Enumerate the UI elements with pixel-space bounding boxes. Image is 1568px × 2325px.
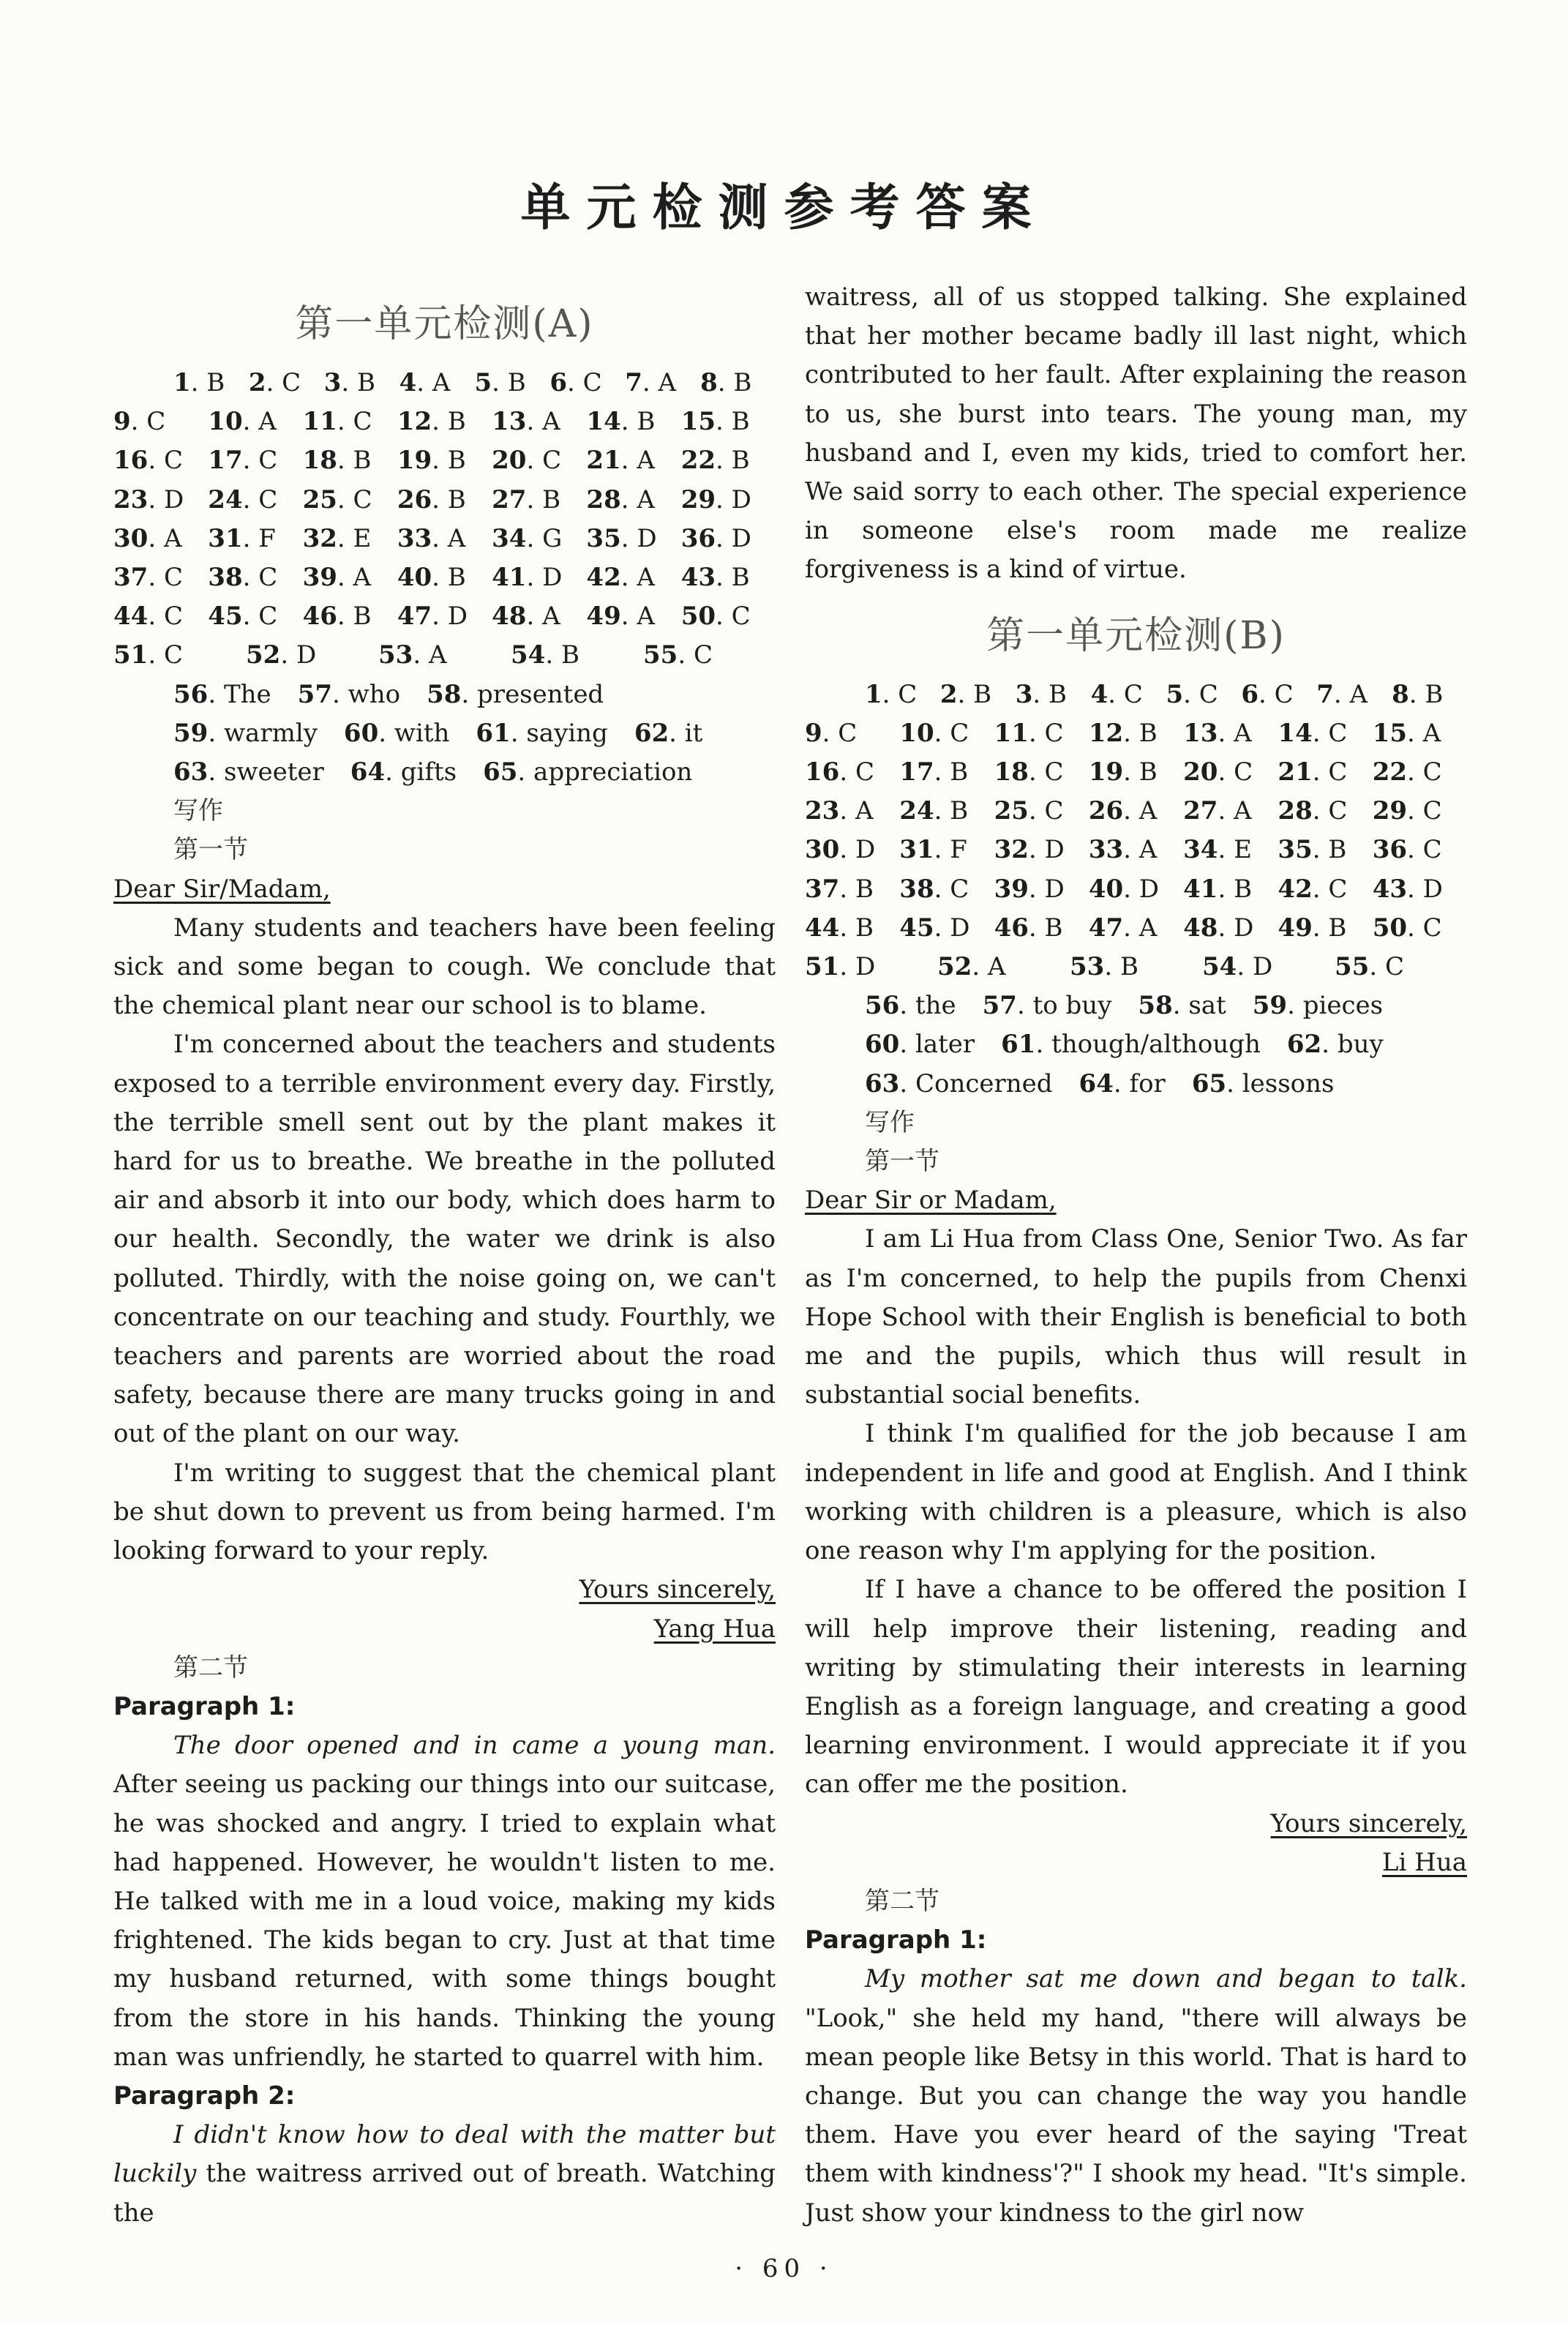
right-column xyxy=(805,278,1467,2233)
answer-item: 48. D xyxy=(1183,913,1254,943)
answer-item: 44. C xyxy=(113,602,183,632)
fill-answer: 57. who xyxy=(297,679,401,709)
answer-item: 10. C xyxy=(899,718,969,748)
answer-item: 16. C xyxy=(113,446,183,476)
answer-item: 42. C xyxy=(1278,874,1348,904)
answer-item: 52. A xyxy=(937,952,1006,982)
answer-item: 47. D xyxy=(397,602,468,632)
answer-item: 26. A xyxy=(1088,796,1158,826)
answer-item: 17. C xyxy=(208,446,278,476)
answer-item: 19. B xyxy=(397,446,466,476)
answer-item: 34. E xyxy=(1183,835,1252,865)
answer-item: 29. D xyxy=(680,484,751,514)
answer-item: 52. D xyxy=(246,640,317,670)
answer-row xyxy=(805,675,1467,714)
fill-answer: 56. The xyxy=(173,679,271,709)
answer-item: 26. B xyxy=(397,484,466,514)
answer-item: 3. B xyxy=(1015,679,1068,709)
answer-item: 6. C xyxy=(1241,679,1294,709)
answer-row xyxy=(113,636,776,675)
answer-row xyxy=(113,520,776,558)
answer-item: 21. A xyxy=(586,446,655,476)
fill-answer: 65. appreciation xyxy=(483,757,693,787)
fill-answer: 59. warmly xyxy=(173,718,318,748)
answer-item: 46. B xyxy=(994,913,1063,943)
answer-item: 36. D xyxy=(680,523,751,553)
paragraph2-text: I didn't know how to deal with the matter but luckily the waitress arrived out of breath. Watching the xyxy=(113,2120,776,2228)
answer-item: 3. B xyxy=(323,368,376,397)
page-number: · 60 · xyxy=(735,2254,833,2283)
answer-row xyxy=(113,558,776,597)
fill-answer: 65. lessons xyxy=(1191,1068,1335,1098)
letter-paragraph: I'm writing to suggest that the chemical plant be shut down to prevent us from being harmed. I'm looking forward to your reply. xyxy=(113,1458,776,1566)
letter-paragraph: I think I'm qualified for the job because I am independent in life and good at English. And I think working with children is a pleasure, which is also one reason why I'm applying for the position. xyxy=(805,1419,1467,1566)
answer-item: 17. B xyxy=(899,757,969,787)
answer-item: 28. C xyxy=(1278,796,1348,826)
answer-item: 35. D xyxy=(586,523,657,553)
test-b-fill-answers xyxy=(805,986,1467,1104)
test-a-fill-answers xyxy=(113,675,776,793)
answer-item: 8. B xyxy=(700,368,752,397)
answer-row xyxy=(805,714,1467,753)
fill-answer: 59. pieces xyxy=(1252,991,1384,1021)
answer-item: 21. C xyxy=(1278,757,1348,787)
paragraph1-label: Paragraph 1: xyxy=(113,1691,296,1721)
fill-answer: 64. for xyxy=(1079,1068,1166,1098)
answer-item: 18. C xyxy=(994,757,1064,787)
paragraph1-text: My mother sat me down and began to talk. "Look," she held my hand, "there will always be mean people like Betsy in this world. That is hard to change. But you can change the way you handle them. Have you ever heard of the saying 'Treat them with kindness'?" I shook my head. "It's simple. Just show your kindness to the girl now xyxy=(805,1964,1467,2228)
answer-item: 7. A xyxy=(1316,679,1368,709)
answer-item: 23. A xyxy=(805,796,874,826)
answer-item: 2. C xyxy=(248,368,301,397)
answer-item: 25. C xyxy=(994,796,1064,826)
writing-label: 写作 xyxy=(173,796,223,826)
answer-row xyxy=(805,831,1467,869)
answer-item: 18. B xyxy=(302,446,372,476)
letter-paragraph: I'm concerned about the teachers and students exposed to a terrible environment every day. Firstly, the terrible smell sent out by the plant makes it hard for us to breathe. We breathe in the polluted air and absorb it into our body, which does harm to our health. Secondly, the water we drink is also polluted. Thirdly, with the noise going on, we can't concentrate on our teaching and study. Fourthly, we teachers and parents are worried about the road safety, because there are many trucks going in and out of the plant on our way. xyxy=(113,1030,776,1449)
answer-item: 41. B xyxy=(1183,874,1253,904)
answer-item: 13. A xyxy=(1183,718,1252,748)
answer-item: 40. D xyxy=(1088,874,1160,904)
answer-item: 5. C xyxy=(1166,679,1218,709)
section1-label: 第一节 xyxy=(173,835,248,865)
answer-item: 11. C xyxy=(994,718,1064,748)
answer-item: 51. C xyxy=(113,640,183,670)
answer-item: 48. A xyxy=(492,602,560,632)
left-column xyxy=(113,278,776,2233)
answer-item: 6. C xyxy=(549,368,602,397)
answer-item: 2. B xyxy=(939,679,992,709)
answer-item: 38. C xyxy=(899,874,969,904)
section2-label: 第二节 xyxy=(173,1652,248,1682)
answer-item: 24. B xyxy=(899,796,969,826)
answer-row xyxy=(805,909,1467,948)
answer-item: 47. A xyxy=(1088,913,1158,943)
letter-signature: Yang Hua xyxy=(653,1614,776,1644)
answer-item: 30. D xyxy=(805,835,876,865)
answer-item: 16. C xyxy=(805,757,874,787)
fill-answer: 63. Concerned xyxy=(865,1068,1053,1098)
answer-row xyxy=(805,870,1467,909)
letter-paragraph: If I have a chance to be offered the position I will help improve their listening, reading and writing by stimulating their interests in learning English as a foreign language, and creating a good learning environment. I would appreciate it if you can offer me the position. xyxy=(805,1575,1467,1800)
letter-greeting: Dear Sir/Madam, xyxy=(113,874,331,904)
answer-item: 54. D xyxy=(1202,952,1273,982)
answer-item: 32. E xyxy=(302,523,372,553)
answer-item: 39. D xyxy=(994,874,1065,904)
answer-item: 10. A xyxy=(208,407,277,437)
answer-item: 55. C xyxy=(643,640,713,670)
answer-item: 54. B xyxy=(511,640,579,670)
answer-item: 1. B xyxy=(173,368,225,397)
answer-item: 36. C xyxy=(1372,835,1442,865)
answer-item: 33. A xyxy=(397,523,466,553)
answer-item: 9. C xyxy=(113,407,166,437)
answer-row xyxy=(113,403,776,441)
test-a-answer-grid xyxy=(113,364,776,675)
test-a-continued-text: waitress, all of us stopped talking. She explained that her mother became badly ill last night, which contributed to her fault. After explaining the reason to us, she burst into tears. The young man, my husband and I, even my kids, tried to comfort her. We said sorry to each other. The special experience in someone else's room made me realize forgiveness is a kind of virtue. xyxy=(805,282,1467,585)
answer-row xyxy=(805,792,1467,831)
page-title: 单元检测参考答案 xyxy=(520,179,1048,237)
answer-item: 53. B xyxy=(1070,952,1139,982)
fill-answer: 58. presented xyxy=(427,679,604,709)
answer-item: 40. B xyxy=(397,563,466,593)
answer-item: 42. A xyxy=(586,563,655,593)
answer-item: 43. B xyxy=(680,563,750,593)
fill-answer: 57. to buy xyxy=(982,991,1112,1021)
answer-item: 12. B xyxy=(1088,718,1158,748)
answer-item: 22. B xyxy=(680,446,750,476)
answer-row xyxy=(805,753,1467,792)
paragraph2-label: Paragraph 2: xyxy=(113,2081,296,2111)
answer-item: 11. C xyxy=(302,407,372,437)
answer-item: 25. C xyxy=(302,484,372,514)
answer-item: 12. B xyxy=(397,407,466,437)
answer-item: 28. A xyxy=(586,484,655,514)
answer-item: 31. F xyxy=(208,523,276,553)
answer-item: 19. B xyxy=(1088,757,1158,787)
letter-signature: Li Hua xyxy=(1381,1847,1467,1877)
answer-item: 20. C xyxy=(1183,757,1253,787)
test-a-title: 第一单元检测(A) xyxy=(295,302,594,346)
fill-answer: 62. it xyxy=(634,718,703,748)
answer-item: 24. C xyxy=(208,484,278,514)
answer-row xyxy=(113,481,776,520)
answer-item: 13. A xyxy=(492,407,560,437)
paragraph1-text: The door opened and in came a young man. After seeing us packing our things into our suitcase, he was shocked and angry. I tried to explain what had happened. However, he wouldn't listen to me. He talked with me in a loud voice, making my kids frightened. The kids began to cry. Just at that time my husband returned, with some things bought from the store in his hands. Thinking the young man was unfriendly, he started to quarrel with him. xyxy=(113,1731,776,2072)
answer-item: 1. C xyxy=(865,679,918,709)
answer-item: 38. C xyxy=(208,563,278,593)
letter-greeting: Dear Sir or Madam, xyxy=(805,1186,1057,1216)
fill-row xyxy=(113,675,776,793)
answer-item: 8. B xyxy=(1392,679,1444,709)
answer-item: 14. C xyxy=(1278,718,1348,748)
test-b-answer-grid xyxy=(805,675,1467,987)
fill-answer: 63. sweeter xyxy=(173,757,324,787)
section2-label: 第二节 xyxy=(865,1886,939,1916)
answer-row xyxy=(805,948,1467,986)
answer-item: 55. C xyxy=(1335,952,1404,982)
answer-item: 20. C xyxy=(492,446,562,476)
answer-row xyxy=(113,364,776,403)
fill-answer: 61. though/although xyxy=(1001,1030,1261,1060)
answer-item: 32. D xyxy=(994,835,1065,865)
answer-item: 4. C xyxy=(1090,679,1143,709)
answer-item: 46. B xyxy=(302,602,372,632)
answer-item: 7. A xyxy=(625,368,677,397)
fill-answer: 64. gifts xyxy=(350,757,457,787)
fill-answer: 56. the xyxy=(865,991,956,1021)
answer-item: 15. A xyxy=(1372,718,1441,748)
letter-paragraph: I am Li Hua from Class One, Senior Two. As far as I'm concerned, to help the pupils from Chenxi Hope School with their English is beneficial to both me and the pupils, which thus will result in substantial social benefits. xyxy=(805,1224,1467,1410)
answer-item: 45. D xyxy=(899,913,970,943)
letter-closing: Yours sincerely, xyxy=(1270,1808,1467,1838)
fill-answer: 61. saying xyxy=(476,718,608,748)
fill-answer: 60. later xyxy=(865,1030,975,1060)
paragraph1-label: Paragraph 1: xyxy=(805,1925,987,1955)
answer-item: 15. B xyxy=(680,407,750,437)
fill-answer: 58. sat xyxy=(1138,991,1226,1021)
answer-item: 34. G xyxy=(492,523,563,553)
answer-item: 50. C xyxy=(680,602,751,632)
answer-item: 51. D xyxy=(805,952,876,982)
fill-answer: 60. with xyxy=(343,718,450,748)
answer-item: 33. A xyxy=(1088,835,1158,865)
answer-item: 41. D xyxy=(492,563,563,593)
fill-row xyxy=(805,986,1467,1104)
letter-closing: Yours sincerely, xyxy=(579,1575,776,1605)
answer-row xyxy=(113,441,776,480)
answer-item: 53. A xyxy=(378,640,447,670)
answer-item: 29. C xyxy=(1372,796,1442,826)
answer-item: 30. A xyxy=(113,523,182,553)
section1-label: 第一节 xyxy=(865,1147,939,1177)
answer-item: 49. B xyxy=(1278,913,1347,943)
answer-item: 39. A xyxy=(302,563,372,593)
answer-item: 23. D xyxy=(113,484,184,514)
answer-item: 31. F xyxy=(899,835,967,865)
answer-item: 37. B xyxy=(805,874,874,904)
answer-item: 45. C xyxy=(208,602,278,632)
answer-item: 37. C xyxy=(113,563,183,593)
answer-item: 27. A xyxy=(1183,796,1252,826)
answer-item: 4. A xyxy=(399,368,451,397)
test-b-title: 第一单元检测(B) xyxy=(986,613,1286,658)
answer-item: 22. C xyxy=(1372,757,1442,787)
letter-paragraph: Many students and teachers have been feeling sick and some began to cough. We conclude that the chemical plant near our school is to blame. xyxy=(113,913,776,1021)
answer-item: 9. C xyxy=(805,718,858,748)
answer-item: 50. C xyxy=(1372,913,1442,943)
answer-item: 5. B xyxy=(474,368,526,397)
answer-item: 49. A xyxy=(586,602,655,632)
writing-label: 写作 xyxy=(865,1107,915,1137)
answer-row xyxy=(113,597,776,636)
answer-item: 14. B xyxy=(586,407,656,437)
answer-item: 27. B xyxy=(492,484,561,514)
answer-item: 43. D xyxy=(1372,874,1443,904)
answer-item: 35. B xyxy=(1278,835,1347,865)
fill-answer: 62. buy xyxy=(1286,1030,1384,1060)
answer-item: 44. B xyxy=(805,913,874,943)
